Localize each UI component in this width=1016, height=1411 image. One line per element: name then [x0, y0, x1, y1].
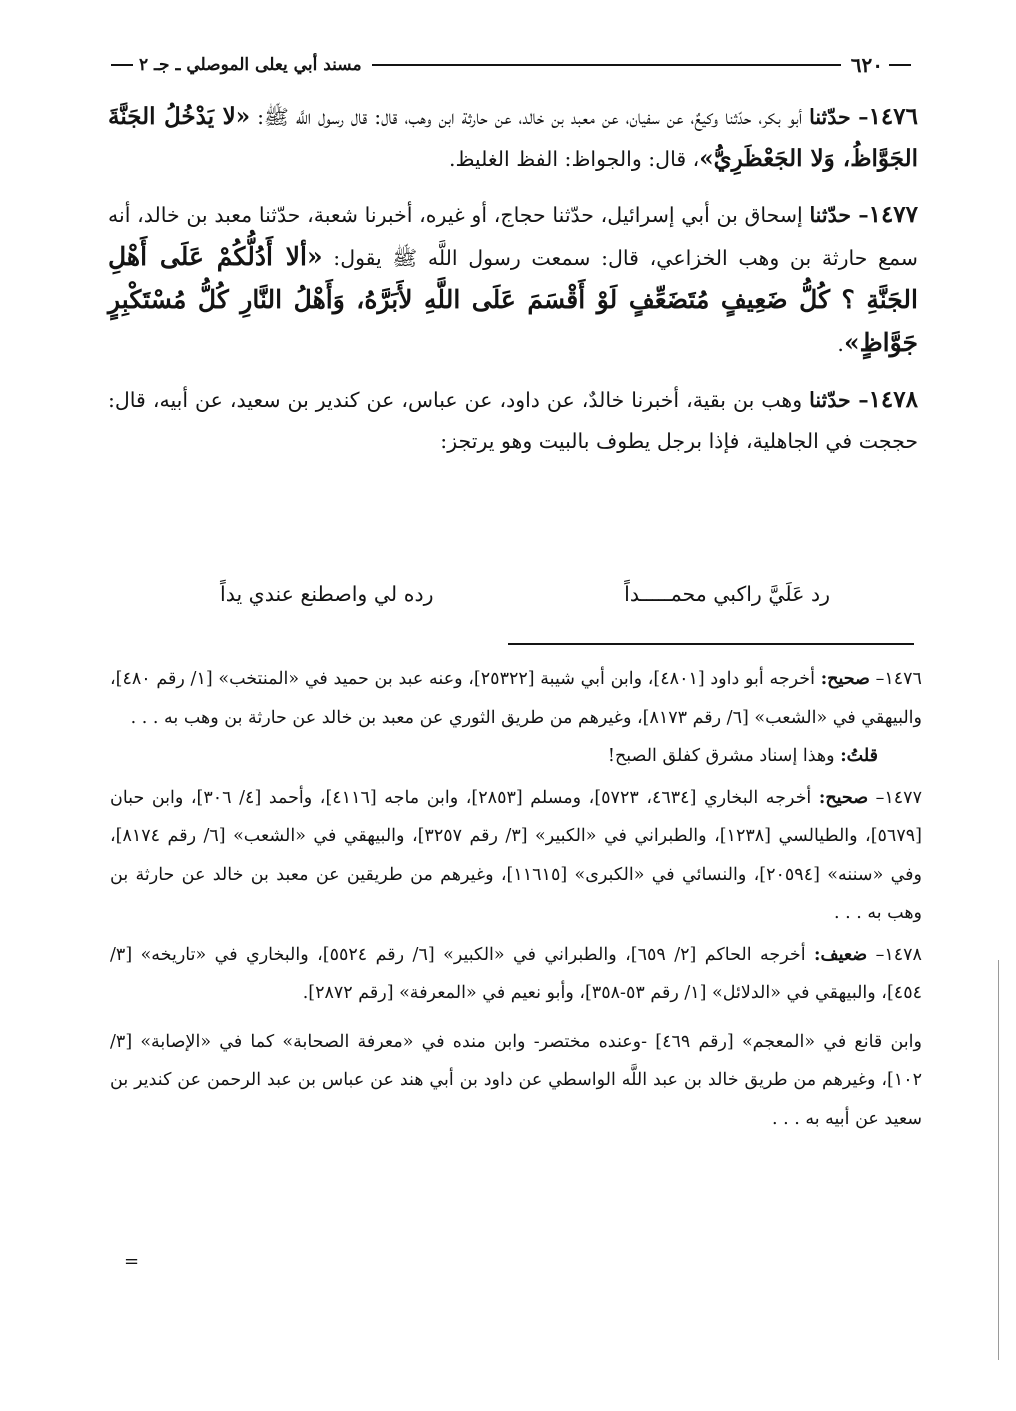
hadith-number: ١٤٧٨	[868, 386, 918, 413]
running-head	[105, 48, 917, 82]
hadith-lead: حدّثنا	[809, 105, 851, 129]
hadith-text: أبو بكر، حدّثنا وكيعٌ، عن سفيان، عن معبد بن خالد، عن حارثة ابن وهب، قال: قال رسول اللَّه ﷺ:	[257, 105, 803, 129]
footnote-grade: صحيح:	[818, 787, 869, 808]
hadith-lead: حدّثنا	[809, 203, 852, 227]
footnote-grade: صحيح:	[820, 669, 870, 689]
hadith-text-end: .	[837, 332, 844, 356]
footnote-text: أخرجه البخاري [٤٦٣٤، ٥٧٢٣]، ومسلم [٢٨٥٣]، وابن ماجه [٤١١٦]، وأحمد [٤/ ٣٠٦]، وابن حبان [٥٦٧٩]، والطيالسي [١٢٣٨]، والطبراني في «الكبير» [٣/ رقم ٣٢٥٧]، والبيهقي في «الشعب» [٦/ رقم ٨١٧٤]، وفي «سننه» [٢٠٥٩٤]، والنسائي في «الكبرى» [١١٦١٥]، وغيرهم من طريقين عن معبد بن خالد عن حارثة بن وهب به . . .	[110, 787, 922, 923]
hadith-1477: ١٤٧٧– حدّثنا إسحاق بن أبي إسرائيل، حدّثنا حجاج، أو غيره، أخبرنا شعبة، حدّثنا معبد بن خالد، أنه سمع حارثة بن وهب الخزاعي، قال: سمعت رسول اللَّه ﷺ يقول: «ألا أَدُلُّكُمْ عَلَى أَهْلِ الجَنَّةِ ؟ كُلُّ ضَعِيفٍ مُتَضَعِّفٍ لَوْ أَقْسَمَ عَلَى اللَّهِ لأَبَرَّهُ، وَأَهْلُ النَّارِ كُلُّ مُسْتَكْبِرٍ جَوَّاظٍ».	[108, 201, 919, 357]
page-number: ٦٢٠	[850, 53, 883, 77]
footnote-text: أخرجه أبو داود [٤٨٠١]، وابن أبي شيبة [٢٥٣٢٢]، وعنه عبد بن حميد في «المنتخب» [١/ رقم ٤٨٠]، والبيهقي في «الشعب» [٦/ رقم ٨١٧٣]، وغيرهم من طريق الثوري عن معبد بن خالد عن حارثة بن وهب به . . .	[110, 669, 922, 728]
footnote-number: ١٤٧٨	[884, 944, 922, 965]
hadith-1476: ١٤٧٦– حدّثنا أبو بكر، حدّثنا وكيعٌ، عن سفيان، عن معبد بن خالد، عن حارثة ابن وهب، قال: قال رسول اللَّه ﷺ: «لا يَدْخُلُ الجَنَّةَ الجَوَّاظُ، وَلا الجَعْظَرِيُّ»، قال: والجواظ: الفظ الغليظ.	[108, 103, 918, 172]
footnote-number: ١٤٧٧	[884, 787, 922, 808]
verse-line	[220, 582, 830, 622]
footnote-said-label: قلتُ:	[840, 746, 878, 766]
hadith-number: ١٤٧٦	[868, 103, 918, 130]
header-dash	[111, 64, 133, 66]
main-text	[108, 96, 918, 476]
hadith-text: وهب بن بقية، أخبرنا خالدٌ، عن داود، عن عباس، عن كندير بن سعيد، عن أبيه، قال: حججت في الجاهلية، فإذا برجل يطوف بالبيت وهو يرتجز:	[108, 388, 918, 453]
footnote-grade: ضعيف:	[814, 944, 868, 965]
hadith-quote: «ألا أَدُلُّكُمْ عَلَى أَهْلِ الجَنَّةِ ؟ كُلُّ ضَعِيفٍ مُتَضَعِّفٍ لَوْ أَقْسَمَ عَلَى اللَّهِ لأَبَرَّهُ، وَأَهْلُ النَّارِ كُلُّ مُسْتَكْبِرٍ جَوَّاظٍ»	[108, 242, 918, 357]
hadith-text: إسحاق بن أبي إسرائيل، حدّثنا حجاج، أو غيره، أخبرنا شعبة، حدّثنا معبد بن خالد، أنه سمع حارثة بن وهب الخزاعي، قال: سمعت رسول اللَّه ﷺ يقول:	[108, 203, 918, 270]
footnote-text: أخرجه الحاكم [٢/ ٦٥٩]، والطبراني في «الكبير» [٦/ رقم ٥٥٢٤]، والبخاري في «تاريخه» [٣/ ٤٥٤]، والبيهقي في «الدلائل» [١/ رقم ٥٣-٣٥٨]، وأبو نعيم في «المعرفة» [رقم ٢٨٧٢].	[110, 944, 922, 1003]
header-dash	[889, 64, 911, 66]
hadith-quote: «لا يَدْخُلُ الجَنَّةَ الجَوَّاظُ، وَلا الجَعْظَرِيُّ»	[108, 103, 918, 172]
footnote-continuation: وابن قانع في «المعجم» [رقم ٤٦٩] -وعنده مختصر- وابن منده في «معرفة الصحابة» كما في «الإصابة» [٣/ ١٠٢]، وغيرهم من طريق خالد بن عبد اللَّه الواسطي عن داود بن أبي هند عن عباس بن عبد الرحمن عن كندير بن سعيد عن أبيه به . . .	[110, 1031, 922, 1129]
footnote-1478: ١٤٧٨– ضعيف: أخرجه الحاكم [٢/ ٦٥٩]، والطبراني في «الكبير» [٦/ رقم ٥٥٢٤]، والبخاري في «تاريخه» [٣/ ٤٥٤]، والبيهقي في «الدلائل» [١/ رقم ٥٣-٣٥٨]، وأبو نعيم في «المعرفة» [رقم ٢٨٧٢]. وابن قانع في «المعجم» [رقم ٤٦٩] -وعنده مختصر- وابن منده في «معرفة الصحابة» كما في «الإصابة» [٣/ ١٠٢]، وغيرهم من طريق خالد بن عبد اللَّه الواسطي عن داود بن أبي هند عن عباس بن عبد الرحمن عن كندير بن سعيد عن أبيه به . . .	[110, 936, 922, 1139]
hadith-number: ١٤٧٧	[868, 201, 919, 228]
scan-margin-line	[998, 960, 999, 1360]
running-title: مسند أبي يعلى الموصلي ـ جـ ٢	[139, 55, 362, 75]
footnotes	[110, 660, 922, 1141]
hadith-text-end: ، قال: والجواظ: الفظ الغليظ.	[448, 147, 700, 171]
footnote-1476: ١٤٧٦– صحيح: أخرجه أبو داود [٤٨٠١]، وابن أبي شيبة [٢٥٣٢٢]، وعنه عبد بن حميد في «المنتخب» [١/ رقم ٤٨٠]، والبيهقي في «الشعب» [٦/ رقم ٨١٧٣]، وغيرهم من طريق الثوري عن معبد بن خالد عن حارثة بن وهب به . . . قلتُ: وهذا إسناد مشرق كفلق الصبح!	[110, 669, 922, 766]
verse-hemistich-right: رد عَلَيَّ راكبي محمـــــداً	[624, 582, 830, 606]
header-rule	[372, 64, 841, 66]
footnote-1477: ١٤٧٧– صحيح: أخرجه البخاري [٤٦٣٤، ٥٧٢٣]، ومسلم [٢٨٥٣]، وابن ماجه [٤١١٦]، وأحمد [٤/ ٣٠٦]، وابن حبان [٥٦٧٩]، والطيالسي [١٢٣٨]، والطبراني في «الكبير» [٣/ رقم ٣٢٥٧]، والبيهقي في «الشعب» [٦/ رقم ٨١٧٤]، وفي «سننه» [٢٠٥٩٤]، والنسائي في «الكبرى» [١١٦١٥]، وغيرهم من طريقين عن معبد بن خالد عن حارثة بن وهب به . . .	[110, 787, 922, 923]
footnote-separator	[508, 643, 914, 645]
hadith-1478: ١٤٧٨– حدّثنا وهب بن بقية، أخبرنا خالدٌ، عن داود، عن عباس، عن كندير بن سعيد، عن أبيه، قال: حججت في الجاهلية، فإذا برجل يطوف بالبيت وهو يرتجز:	[108, 386, 918, 453]
hadith-lead: حدّثنا	[809, 388, 851, 412]
verse-hemistich-left: رده لي واصطنع عندي يداً	[220, 582, 434, 606]
footnote-said-text: وهذا إسناد مشرق كفلق الصبح!	[607, 746, 835, 766]
footnote-number: ١٤٧٦	[884, 669, 922, 689]
continuation-mark: =	[124, 1251, 140, 1272]
